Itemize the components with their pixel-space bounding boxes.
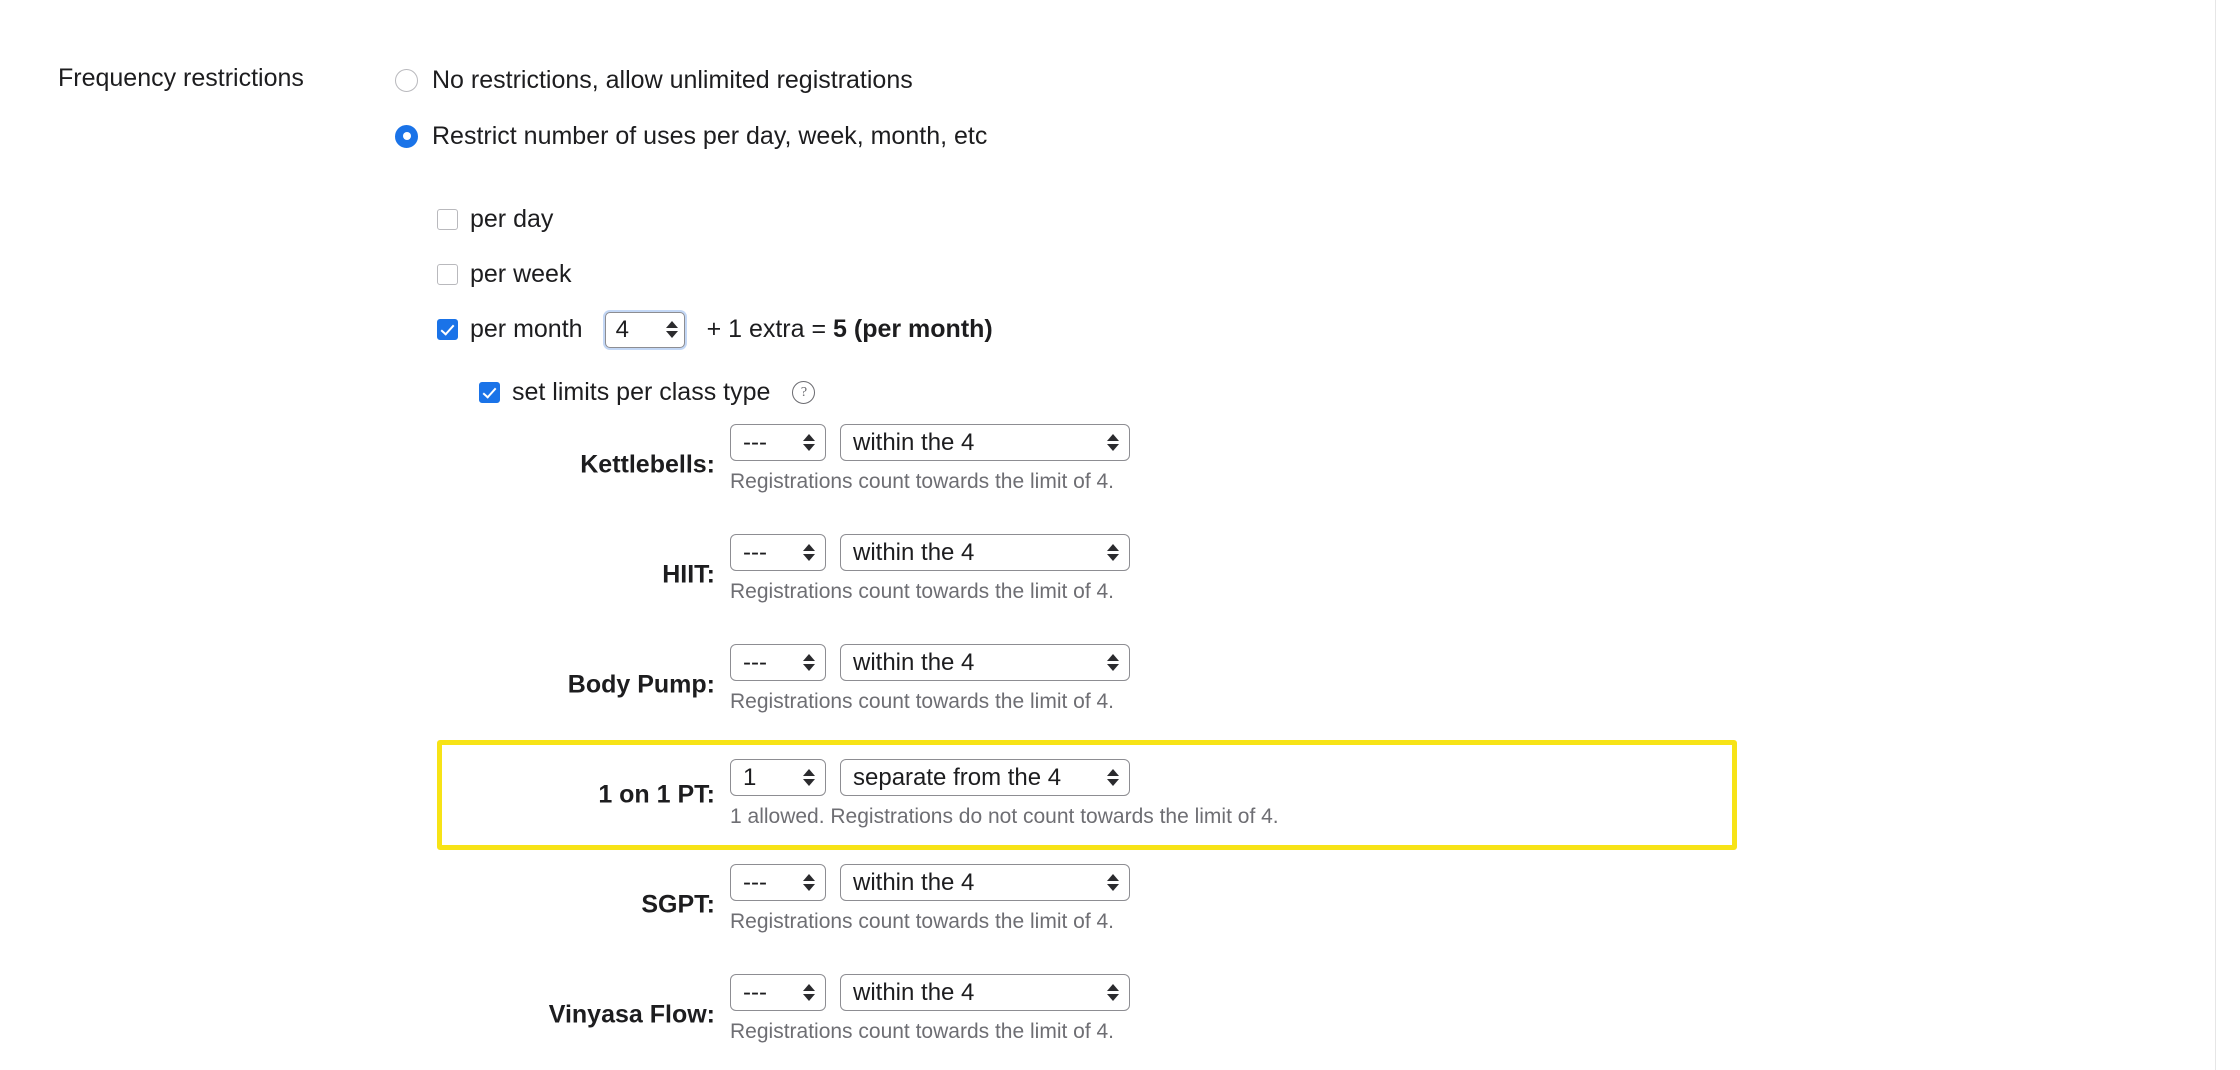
select-up-arrow-icon[interactable] — [803, 544, 815, 551]
class-type-controls-1-on-1-pt — [730, 759, 1279, 829]
class-type-count-select-body-pump[interactable] — [730, 644, 826, 681]
class-type-count-select-kettlebells[interactable] — [730, 424, 826, 461]
select-down-arrow-icon[interactable] — [803, 444, 815, 451]
select-up-arrow-icon[interactable] — [1107, 544, 1119, 551]
select-up-arrow-icon[interactable] — [803, 984, 815, 991]
checkbox-icon-set-limits[interactable] — [479, 382, 500, 403]
radio-option-restrict-uses[interactable] — [395, 108, 987, 164]
select-arrows-icon[interactable] — [1107, 769, 1119, 786]
checkbox-row-per-month[interactable] — [437, 302, 2137, 357]
class-type-note-1-on-1-pt: 1 allowed. Registrations do not count towards the limit of 4. — [730, 805, 1279, 828]
frequency-restrictions-radio-group — [395, 52, 987, 164]
class-type-controls-kettlebells — [730, 424, 1130, 494]
select-up-arrow-icon[interactable] — [803, 874, 815, 881]
radio-option-no-restrictions[interactable] — [395, 52, 987, 108]
select-up-arrow-icon[interactable] — [1107, 654, 1119, 661]
class-type-scope-select-body-pump[interactable] — [840, 644, 1130, 681]
class-type-scope-value-1-on-1-pt: separate from the 4 — [853, 763, 1062, 791]
class-type-name-sgpt: SGPT: — [641, 890, 715, 919]
class-type-selects-vinyasa-flow — [730, 974, 1130, 1011]
class-type-count-value-1-on-1-pt: 1 — [743, 763, 757, 791]
select-arrows-icon[interactable] — [803, 544, 815, 561]
class-type-count-value-kettlebells: --- — [743, 428, 767, 456]
per-month-extra-plain: + 1 extra = — [706, 315, 834, 343]
select-down-arrow-icon[interactable] — [1107, 664, 1119, 671]
select-down-arrow-icon[interactable] — [1107, 884, 1119, 891]
class-type-note-hiit: Registrations count towards the limit of 4. — [730, 580, 1115, 603]
select-arrows-icon[interactable] — [1107, 984, 1119, 1001]
select-arrows-icon[interactable] — [803, 769, 815, 786]
class-type-name-1-on-1-pt: 1 on 1 PT: — [598, 780, 715, 809]
per-month-extra-text — [707, 315, 993, 344]
checkbox-label-per-month: per month — [470, 315, 583, 343]
select-arrows-icon[interactable] — [803, 984, 815, 1001]
class-type-scope-value-kettlebells: within the 4 — [853, 428, 975, 456]
per-month-extra-total: 5 (per month) — [833, 315, 993, 343]
class-type-selects-hiit — [730, 534, 1130, 571]
checkbox-row-per-week[interactable] — [437, 247, 2137, 302]
select-up-arrow-icon[interactable] — [803, 654, 815, 661]
radio-icon-no-restrictions[interactable] — [395, 69, 418, 92]
select-up-arrow-icon[interactable] — [1107, 874, 1119, 881]
class-type-row-body-pump — [437, 630, 1737, 740]
select-down-arrow-icon[interactable] — [803, 884, 815, 891]
checkbox-label-set-limits: set limits per class type — [512, 378, 771, 406]
class-type-selects-kettlebells — [730, 424, 1130, 461]
class-type-row-kettlebells — [437, 410, 1737, 520]
class-type-controls-vinyasa-flow — [730, 974, 1130, 1044]
question-mark-icon[interactable]: ? — [792, 381, 815, 404]
class-type-scope-value-body-pump: within the 4 — [853, 648, 975, 676]
class-type-selects-sgpt — [730, 864, 1130, 901]
class-type-row-sgpt — [437, 850, 1737, 960]
class-type-count-value-body-pump: --- — [743, 648, 767, 676]
select-down-arrow-icon[interactable] — [1107, 444, 1119, 451]
select-arrows-icon[interactable] — [803, 654, 815, 671]
class-type-selects-body-pump — [730, 644, 1130, 681]
page-scrollbar[interactable] — [2215, 0, 2240, 1070]
class-type-note-vinyasa-flow: Registrations count towards the limit of 4. — [730, 1020, 1115, 1043]
radio-label-restrict-uses: Restrict number of uses per day, week, month, etc — [432, 121, 988, 150]
class-type-scope-select-hiit[interactable] — [840, 534, 1130, 571]
class-type-count-select-hiit[interactable] — [730, 534, 826, 571]
checkbox-icon-per-day[interactable] — [437, 209, 458, 230]
class-type-controls-hiit — [730, 534, 1130, 604]
class-type-scope-value-sgpt: within the 4 — [853, 868, 975, 896]
checkbox-row-per-day[interactable] — [437, 192, 2137, 247]
class-type-count-value-sgpt: --- — [743, 868, 767, 896]
select-down-arrow-icon[interactable] — [803, 664, 815, 671]
class-type-row-1-on-1-pt — [437, 740, 1737, 850]
class-type-scope-select-vinyasa-flow[interactable] — [840, 974, 1130, 1011]
class-type-scope-select-sgpt[interactable] — [840, 864, 1130, 901]
select-down-arrow-icon[interactable] — [1107, 554, 1119, 561]
select-up-arrow-icon[interactable] — [803, 769, 815, 776]
class-type-scope-value-vinyasa-flow: within the 4 — [853, 978, 975, 1006]
select-down-arrow-icon[interactable] — [1107, 994, 1119, 1001]
class-type-limits-list — [437, 410, 1737, 1070]
select-up-arrow-icon[interactable] — [1107, 984, 1119, 991]
radio-label-no-restrictions: No restrictions, allow unlimited registrations — [432, 65, 913, 94]
class-type-scope-select-1-on-1-pt[interactable] — [840, 759, 1130, 796]
class-type-scope-value-hiit: within the 4 — [853, 538, 975, 566]
class-type-count-select-sgpt[interactable] — [730, 864, 826, 901]
class-type-selects-1-on-1-pt — [730, 759, 1279, 796]
class-type-name-hiit: HIIT: — [662, 560, 715, 589]
select-up-arrow-icon[interactable] — [1107, 434, 1119, 441]
select-arrows-icon[interactable] — [1107, 654, 1119, 671]
class-type-count-select-1-on-1-pt[interactable] — [730, 759, 826, 796]
frequency-restrictions-label: Frequency restrictions — [58, 64, 304, 92]
checkbox-icon-per-week[interactable] — [437, 264, 458, 285]
select-arrows-icon[interactable] — [803, 434, 815, 451]
class-type-name-body-pump: Body Pump: — [567, 670, 715, 699]
select-down-arrow-icon[interactable] — [803, 554, 815, 561]
select-arrows-icon[interactable] — [803, 874, 815, 891]
stepper-down-arrow-icon[interactable] — [666, 331, 678, 338]
select-up-arrow-icon[interactable] — [1107, 769, 1119, 776]
class-type-note-kettlebells: Registrations count towards the limit of 4. — [730, 470, 1115, 493]
checkbox-label-per-day: per day — [470, 205, 554, 233]
class-type-name-kettlebells: Kettlebells: — [580, 450, 715, 479]
select-arrows-icon[interactable] — [1107, 544, 1119, 561]
checkbox-label-per-week: per week — [470, 260, 572, 288]
frequency-options — [437, 192, 2137, 420]
select-down-arrow-icon[interactable] — [803, 779, 815, 786]
class-type-scope-select-kettlebells[interactable] — [840, 424, 1130, 461]
stepper-arrows-icon[interactable] — [666, 321, 678, 338]
class-type-note-sgpt: Registrations count towards the limit of 4. — [730, 910, 1115, 933]
class-type-row-vinyasa-flow — [437, 960, 1737, 1070]
per-month-limit-stepper[interactable] — [605, 312, 685, 348]
class-type-name-vinyasa-flow: Vinyasa Flow: — [548, 1000, 715, 1029]
class-type-count-value-vinyasa-flow: --- — [743, 978, 767, 1006]
stepper-up-arrow-icon[interactable] — [666, 321, 678, 328]
select-down-arrow-icon[interactable] — [1107, 779, 1119, 786]
select-arrows-icon[interactable] — [1107, 874, 1119, 891]
select-arrows-icon[interactable] — [1107, 434, 1119, 451]
class-type-count-select-vinyasa-flow[interactable] — [730, 974, 826, 1011]
class-type-count-value-hiit: --- — [743, 538, 767, 566]
class-type-row-hiit — [437, 520, 1737, 630]
select-down-arrow-icon[interactable] — [803, 994, 815, 1001]
select-up-arrow-icon[interactable] — [803, 434, 815, 441]
class-type-controls-body-pump — [730, 644, 1130, 714]
class-type-note-body-pump: Registrations count towards the limit of 4. — [730, 690, 1115, 713]
per-month-limit-value[interactable]: 4 — [615, 315, 629, 343]
radio-icon-restrict-uses[interactable] — [395, 125, 418, 148]
checkbox-icon-per-month[interactable] — [437, 319, 458, 340]
class-type-controls-sgpt — [730, 864, 1130, 934]
